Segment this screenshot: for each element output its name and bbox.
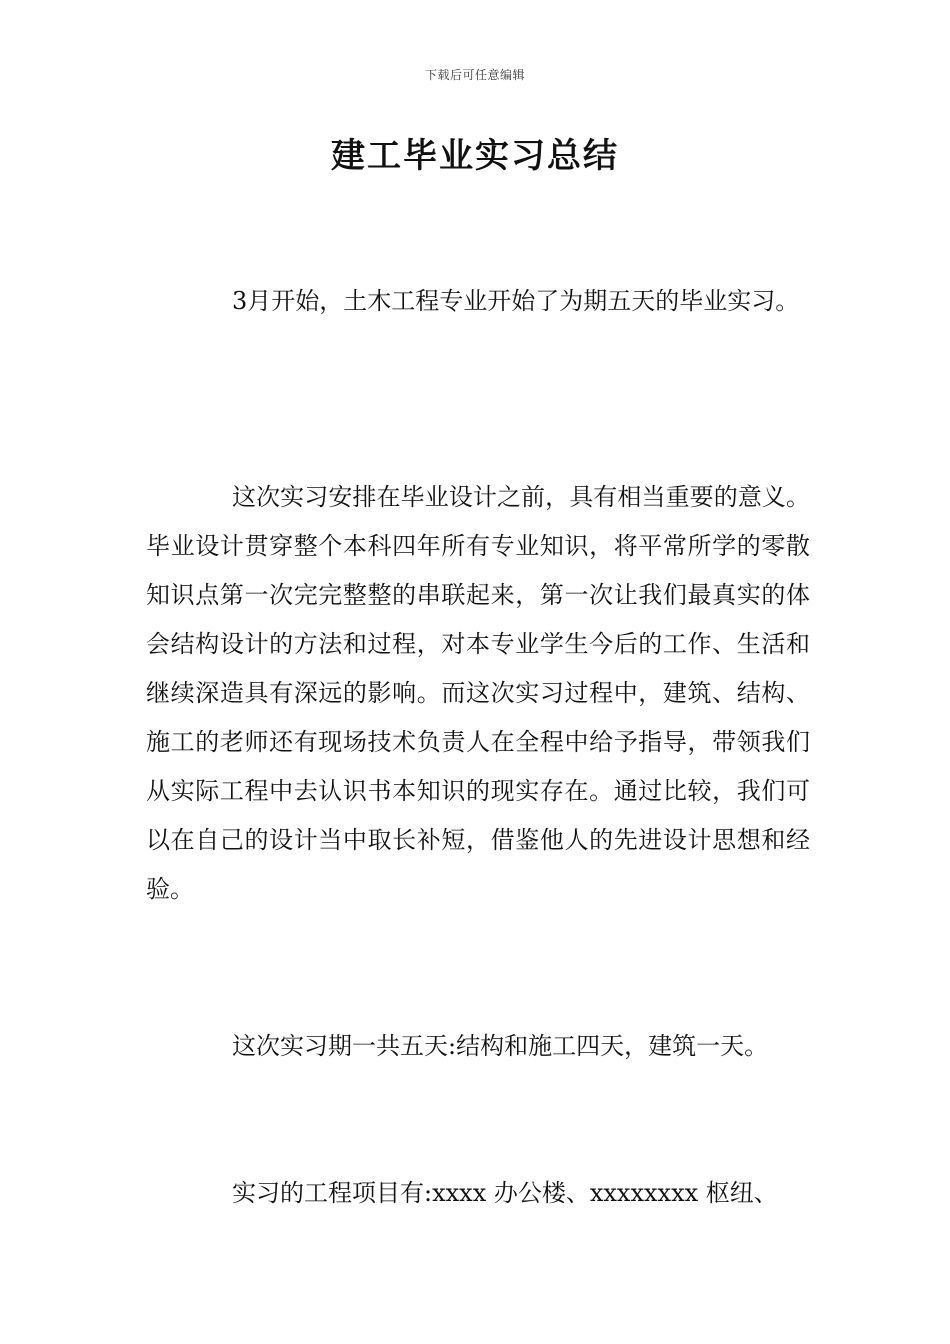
document-title: 建工毕业实习总结	[331, 136, 619, 176]
header-note: 下载后可任意编辑	[424, 68, 525, 82]
paragraph-significance: 这次实习安排在毕业设计之前，具有相当重要的意义。毕业设计贯穿整个本科四年所有专业知识，将平常所学的零散知识点第一次完完整整的串联起来，第一次让我们最真实的体会结构设计的方法和过程，对本专业学生今后的工作、生活和继续深造具有深远的影响。而这次实习过程中，建筑、结构、施工的老师还有现场技术负责人在全程中给予指导，带领我们从实际工程中去认识书本知识的现实存在。通过比较，我们可以在自己的设计当中取长补短，借鉴他人的先进设计思想和经验。	[146, 483, 810, 903]
paragraph-projects: 实习的工程项目有:xxxx 办公楼、xxxxxxxx 枢纽、	[232, 1179, 778, 1207]
paragraph-intro: 3月开始，土木工程专业开始了为期五天的毕业实习。	[232, 287, 800, 315]
paragraph-duration: 这次实习期一共五天:结构和施工四天，建筑一天。	[232, 1032, 769, 1060]
